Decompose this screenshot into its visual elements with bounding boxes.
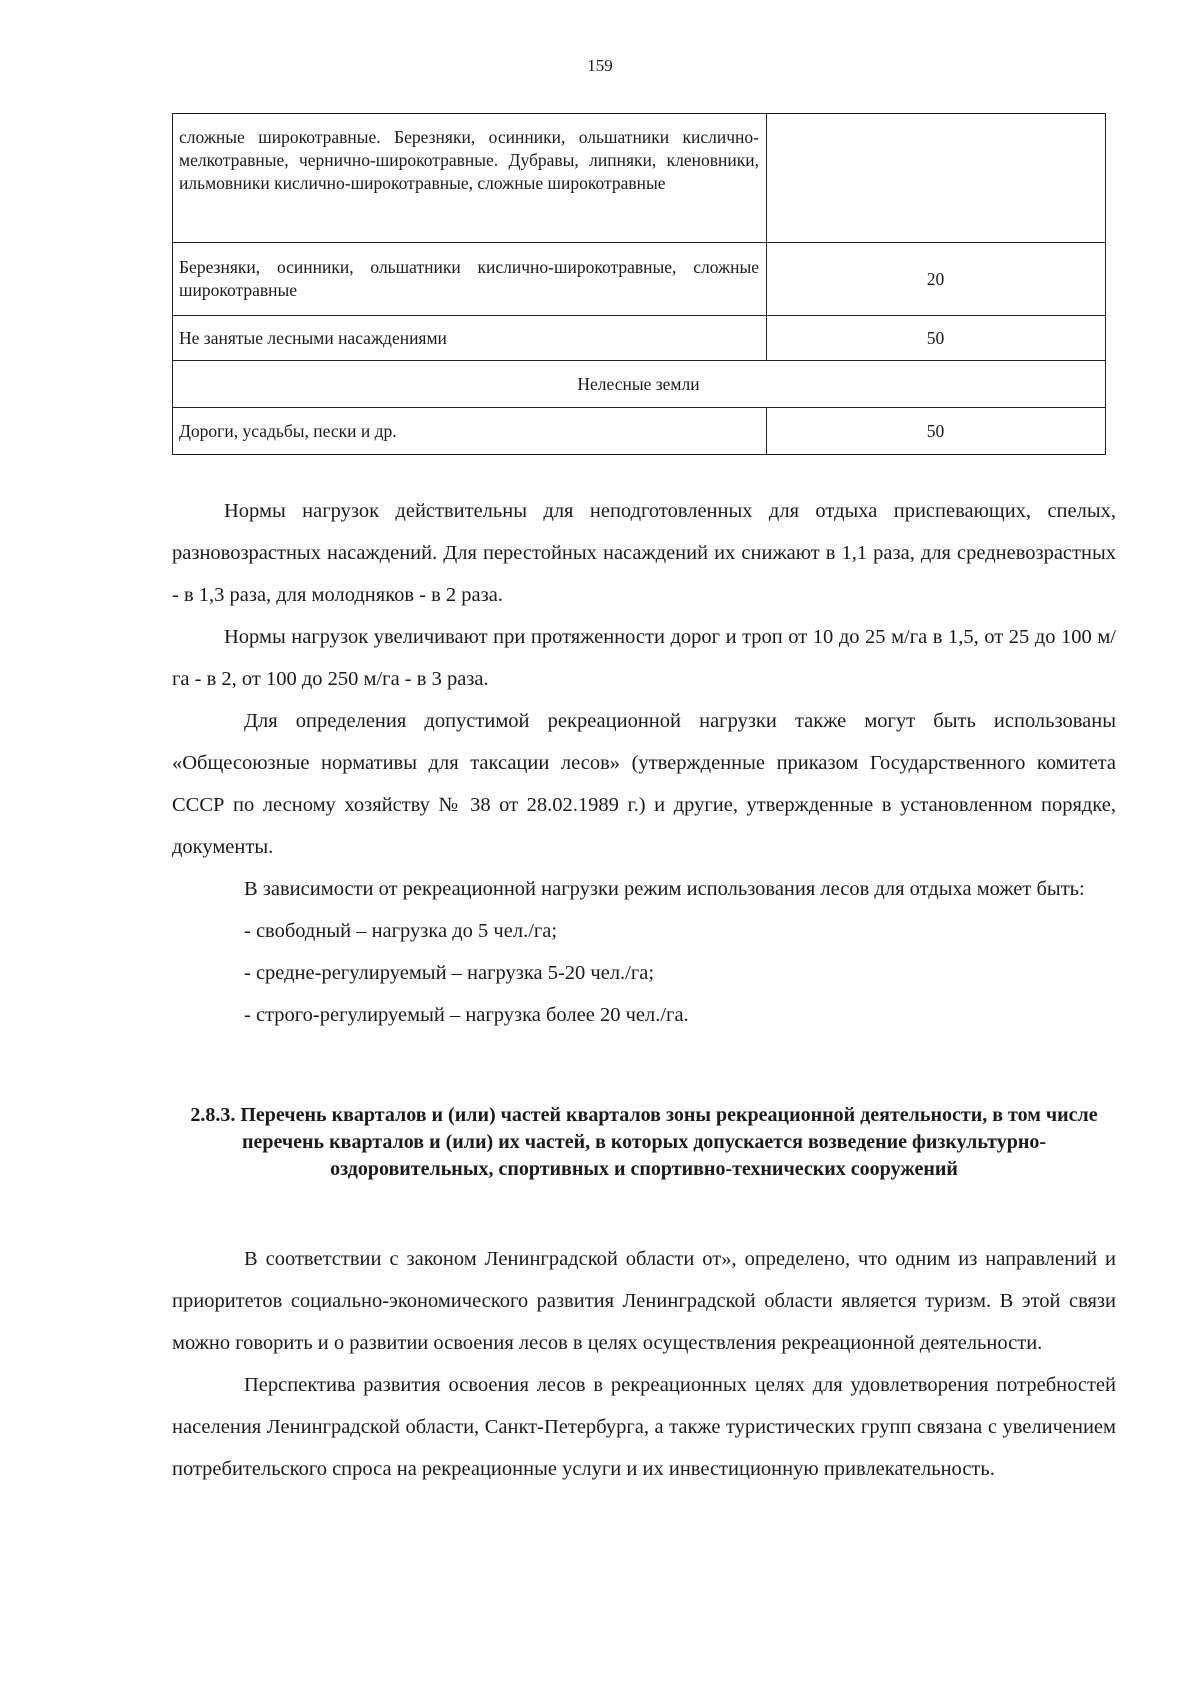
paragraph: Нормы нагрузок действительны для неподготовленных для отдыха приспевающих, спелых, разновозрастных насаждений. Для перестойных насаждений их снижают в 1,1 раза, для средневозрастных - в 1,3 раза, для молодняков - в 2 раза. xyxy=(172,500,1116,606)
body-text-block xyxy=(172,490,1116,1036)
table-cell-forest-type: Не занятые лесными насаждениями xyxy=(173,316,767,361)
table-section-label: Нелесные земли xyxy=(173,361,1106,408)
body-text-block xyxy=(172,1238,1116,1490)
table-cell-forest-type: Дороги, усадьбы, пески и др. xyxy=(173,408,767,455)
paragraph: Нормы нагрузок увеличивают при протяженности дорог и троп от 10 до 25 м/га в 1,5, от 25 до 100 м/га - в 2, от 100 до 250 м/га - в 3 раза. xyxy=(172,626,1116,690)
list-item: - свободный – нагрузка до 5 чел./га; xyxy=(244,920,558,942)
table-cell-load-value: 50 xyxy=(767,408,1106,455)
section-heading-text: 2.8.3. Перечень кварталов и (или) частей кварталов зоны рекреационной деятельности, в том числе перечень кварталов и (или) их частей, в которых допускается возведение физкультурно-оздоровительных, спортивных и спортивно-технических сооружений xyxy=(190,1104,1098,1180)
list-item: - средне-регулируемый – нагрузка 5-20 чел./га; xyxy=(244,962,655,984)
paragraph: Перспектива развития освоения лесов в рекреационных целях для удовлетворения потребностей населения Ленинградской области, Санкт-Петербурга, а также туристических групп связана с увеличением потребительского спроса на рекреационные услуги и их инвестиционную привлекательность. xyxy=(172,1374,1116,1480)
table-cell-load-value: 50 xyxy=(767,316,1106,361)
table-cell-forest-type: Березняки, осинники, ольшатники кислично-широкотравные, сложные широкотравные xyxy=(173,243,767,316)
page-number: 159 xyxy=(587,56,613,75)
table-row xyxy=(173,243,1106,316)
table-row xyxy=(173,114,1106,243)
table-row xyxy=(173,408,1106,455)
table-section-row xyxy=(173,361,1106,408)
table-row xyxy=(173,316,1106,361)
paragraph: В зависимости от рекреационной нагрузки режим использования лесов для отдыха может быть: xyxy=(244,878,1085,900)
table-cell-load-value: 20 xyxy=(767,243,1106,316)
load-norms-table xyxy=(172,113,1106,455)
section-heading xyxy=(172,1102,1116,1183)
list-item: - строго-регулируемый – нагрузка более 20 чел./га. xyxy=(244,1004,689,1026)
paragraph: Для определения допустимой рекреационной нагрузки также могут быть использованы «Общесоюзные нормативы для таксации лесов» (утвержденные приказом Государственного комитета СССР по лесному хозяйству № 38 от 28.02.1989 г.) и другие, утвержденные в установленном порядке, документы. xyxy=(172,710,1116,858)
table-cell-load-value xyxy=(767,114,1106,243)
table-cell-forest-type: сложные широкотравные. Березняки, осинники, ольшатники кислично-мелкотравные, чернично-широкотравные. Дубравы, липняки, кленовники, ильмовники кислично-широкотравные, сложные широкотравные xyxy=(173,114,767,243)
paragraph: В соответствии с законом Ленинградской области от», определено, что одним из направлений и приоритетов социально-экономического развития Ленинградской области является туризм. В этой связи можно говорить и о развитии освоения лесов в целях осуществления рекреационной деятельности. xyxy=(172,1248,1116,1354)
